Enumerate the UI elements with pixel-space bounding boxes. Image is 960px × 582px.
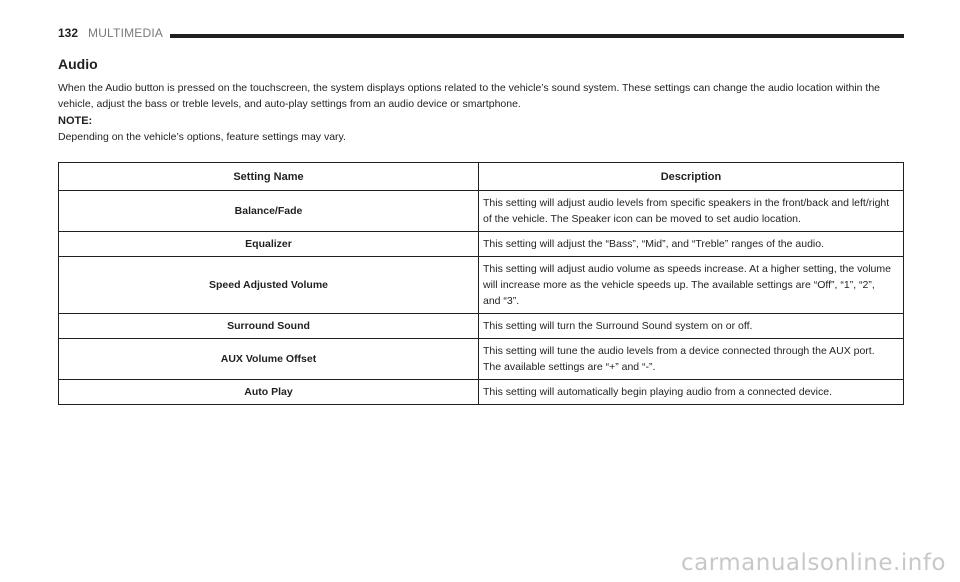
table-row — [59, 339, 904, 380]
table-row — [59, 314, 904, 339]
page-header — [58, 26, 904, 42]
setting-name-cell: Auto Play — [59, 380, 479, 405]
table-row — [59, 191, 904, 232]
section-name: MULTIMEDIA — [88, 26, 164, 40]
setting-description-cell: This setting will turn the Surround Sound system on or off. — [479, 314, 904, 339]
intro-paragraph: When the Audio button is pressed on the touchscreen, the system displays options related to the vehicle’s sound system. These settings can change the audio location within the vehicle, adjust the bass or treble levels, and auto-play settings from an audio device or smartphone. — [58, 82, 881, 110]
setting-name-cell: Surround Sound — [59, 314, 479, 339]
column-header-description: Description — [479, 163, 904, 191]
header-rule — [170, 34, 904, 38]
column-header-setting-name: Setting Name — [59, 163, 479, 191]
watermark: carmanualsonline.info — [680, 550, 946, 576]
table-row — [59, 257, 904, 314]
setting-description-cell: This setting will adjust audio volume as speeds increase. At a higher setting, the volume will increase more as the vehicle speeds up. The available settings are “Off”, “1”, “2”, and “3”. — [479, 257, 904, 314]
table-header-row — [59, 163, 904, 191]
note-text: Depending on the vehicle’s options, feature settings may vary. — [58, 131, 346, 143]
setting-name-cell: Balance/Fade — [59, 191, 479, 232]
setting-description-cell: This setting will adjust the “Bass”, “Mid”, and “Treble” ranges of the audio. — [479, 232, 904, 257]
table-row — [59, 232, 904, 257]
note-label: NOTE: — [58, 115, 93, 127]
setting-description-cell: This setting will tune the audio levels from a device connected through the AUX port. The available settings are “+” and “-”. — [479, 339, 904, 380]
setting-name-cell: AUX Volume Offset — [59, 339, 479, 380]
audio-settings-table — [58, 162, 904, 405]
setting-name-cell: Equalizer — [59, 232, 479, 257]
setting-description-cell: This setting will automatically begin playing audio from a connected device. — [479, 380, 904, 405]
section-title: Audio — [58, 56, 98, 72]
setting-name-cell: Speed Adjusted Volume — [59, 257, 479, 314]
table-row — [59, 380, 904, 405]
setting-description-cell: This setting will adjust audio levels from specific speakers in the front/back and left/right of the vehicle. The Speaker icon can be moved to set audio location. — [479, 191, 904, 232]
page-number: 132 — [58, 26, 79, 40]
